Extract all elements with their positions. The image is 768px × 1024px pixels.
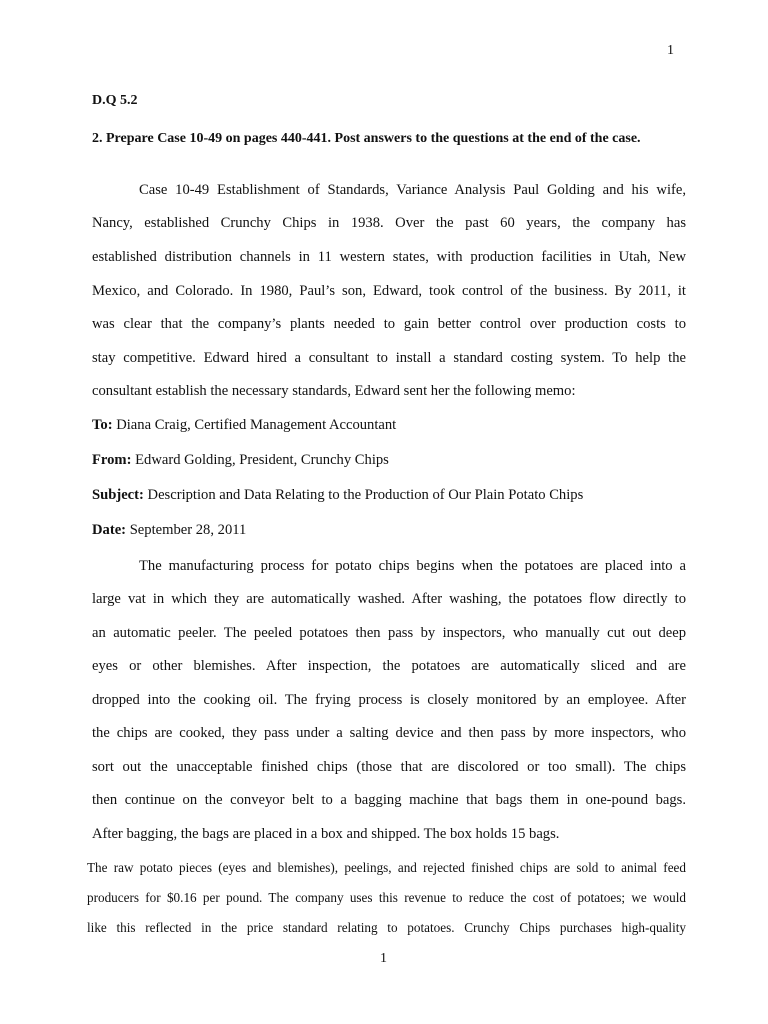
intro-line: was clear that the company’s plants needed to gain better control over production costs to xyxy=(92,316,686,332)
memo-to-value: Diana Craig, Certified Management Accountant xyxy=(112,417,397,433)
intro-line: stay competitive. Edward hired a consultant to install a standard costing system. To help the xyxy=(92,350,686,366)
memo-subject-label: Subject: xyxy=(92,487,144,503)
memo-subject xyxy=(92,487,583,504)
body-line: the chips are cooked, they pass under a salting device and then pass by more inspectors, who xyxy=(92,725,686,741)
header-page-number: 1 xyxy=(667,43,674,58)
memo-to-label: To: xyxy=(92,417,113,433)
body-line: dropped into the cooking oil. The frying process is closely monitored by an employee. After xyxy=(92,692,686,708)
memo-from-label: From: xyxy=(92,452,132,468)
footnote-line: The raw potato pieces (eyes and blemishes), peelings, and rejected finished chips are sold to animal feed xyxy=(87,860,686,875)
body-line: large vat in which they are automatically washed. After washing, the potatoes flow directly to xyxy=(92,591,686,607)
intro-line: Mexico, and Colorado. In 1980, Paul’s son, Edward, took control of the business. By 2011, it xyxy=(92,283,686,299)
footnote-line: producers for $0.16 per pound. The company uses this revenue to reduce the cost of potatoes; we would xyxy=(87,890,686,905)
body-line: eyes or other blemishes. After inspection, the potatoes are automatically sliced and are xyxy=(92,658,686,674)
memo-from xyxy=(92,452,389,469)
body-line: sort out the unacceptable finished chips (those that are discolored or too small). The chips xyxy=(92,759,686,775)
assignment-prompt: 2. Prepare Case 10-49 on pages 440-441. Post answers to the questions at the end of the case. xyxy=(92,131,641,146)
body-line: After bagging, the bags are placed in a box and shipped. The box holds 15 bags. xyxy=(92,826,560,842)
memo-date-value: September 28, 2011 xyxy=(126,522,247,538)
footnote-line: like this reflected in the price standard relating to potatoes. Crunchy Chips purchases high-quality xyxy=(87,920,686,935)
memo-from-value: Edward Golding, President, Crunchy Chips xyxy=(131,452,389,468)
body-line: then continue on the conveyor belt to a bagging machine that bags them in one-pound bags. xyxy=(92,792,686,808)
intro-line: established distribution channels in 11 western states, with production facilities in Utah, New xyxy=(92,249,686,265)
body-line: an automatic peeler. The peeled potatoes then pass by inspectors, who manually cut out deep xyxy=(92,625,686,641)
body-line: The manufacturing process for potato chips begins when the potatoes are placed into a xyxy=(139,558,686,574)
intro-line: Case 10-49 Establishment of Standards, Variance Analysis Paul Golding and his wife, xyxy=(139,182,686,198)
memo-to xyxy=(92,417,396,434)
document-title: D.Q 5.2 xyxy=(92,93,138,108)
intro-line: Nancy, established Crunchy Chips in 1938. Over the past 60 years, the company has xyxy=(92,215,686,231)
memo-date xyxy=(92,522,246,539)
intro-line: consultant establish the necessary standards, Edward sent her the following memo: xyxy=(92,383,576,399)
memo-date-label: Date: xyxy=(92,522,127,538)
memo-subject-value: Description and Data Relating to the Production of Our Plain Potato Chips xyxy=(143,487,584,503)
footer-page-number: 1 xyxy=(380,951,387,966)
